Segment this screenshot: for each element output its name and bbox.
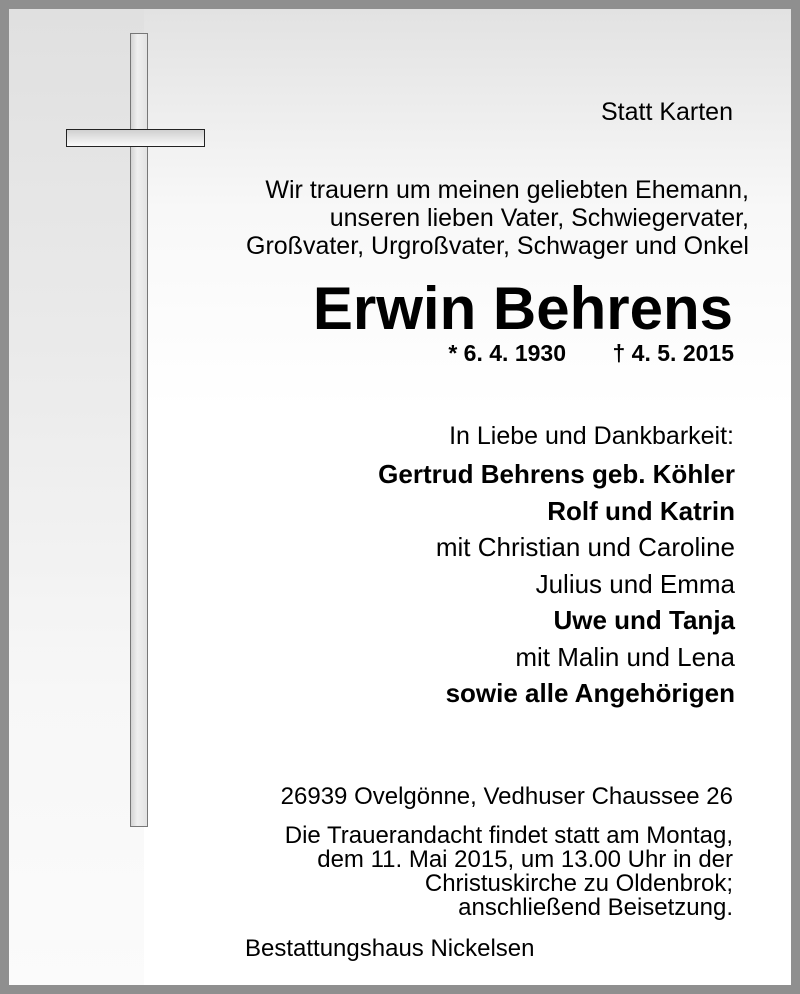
family-member: Gertrud Behrens geb. Köhler	[378, 459, 735, 489]
intro-text	[246, 176, 749, 260]
death-date: † 4. 5. 2015	[612, 340, 734, 366]
family-member: Uwe und Tanja	[553, 605, 735, 635]
family-member: Rolf und Katrin	[547, 495, 735, 526]
left-shade	[9, 9, 144, 985]
service-info	[285, 824, 733, 920]
family-list	[378, 456, 735, 712]
service-line: Christuskirche zu Oldenbrok;	[424, 870, 733, 897]
family-member: Julius und Emma	[535, 568, 735, 599]
service-line: anschließend Beisetzung.	[458, 894, 733, 921]
gratitude-line: In Liebe und Dankbarkeit:	[449, 422, 734, 450]
intro-line: Wir trauern um meinen geliebten Ehemann,	[265, 176, 749, 204]
deceased-name: Erwin Behrens	[312, 275, 733, 342]
service-line: dem 11. Mai 2015, um 13.00 Uhr in der	[317, 846, 733, 873]
intro-line: unseren lieben Vater, Schwiegervater,	[329, 204, 749, 232]
family-member: sowie alle Angehörigen	[445, 678, 735, 708]
service-line: Die Trauerandacht findet statt am Montag,	[284, 822, 733, 849]
family-member: mit Malin und Lena	[515, 641, 735, 672]
undertaker: Bestattungshaus Nickelsen	[245, 935, 535, 962]
intro-line: Großvater, Urgroßvater, Schwager und Onkel	[246, 232, 749, 260]
family-member: mit Christian und Caroline	[435, 532, 735, 562]
address: 26939 Ovelgönne, Vedhuser Chaussee 26	[280, 783, 733, 810]
obituary-notice	[9, 9, 791, 985]
cross-icon-horizontal-beam	[66, 129, 205, 147]
header-statt-karten: Statt Karten	[600, 98, 733, 126]
birth-date: * 6. 4. 1930	[448, 340, 566, 366]
cross-icon-vertical-beam	[130, 33, 148, 827]
